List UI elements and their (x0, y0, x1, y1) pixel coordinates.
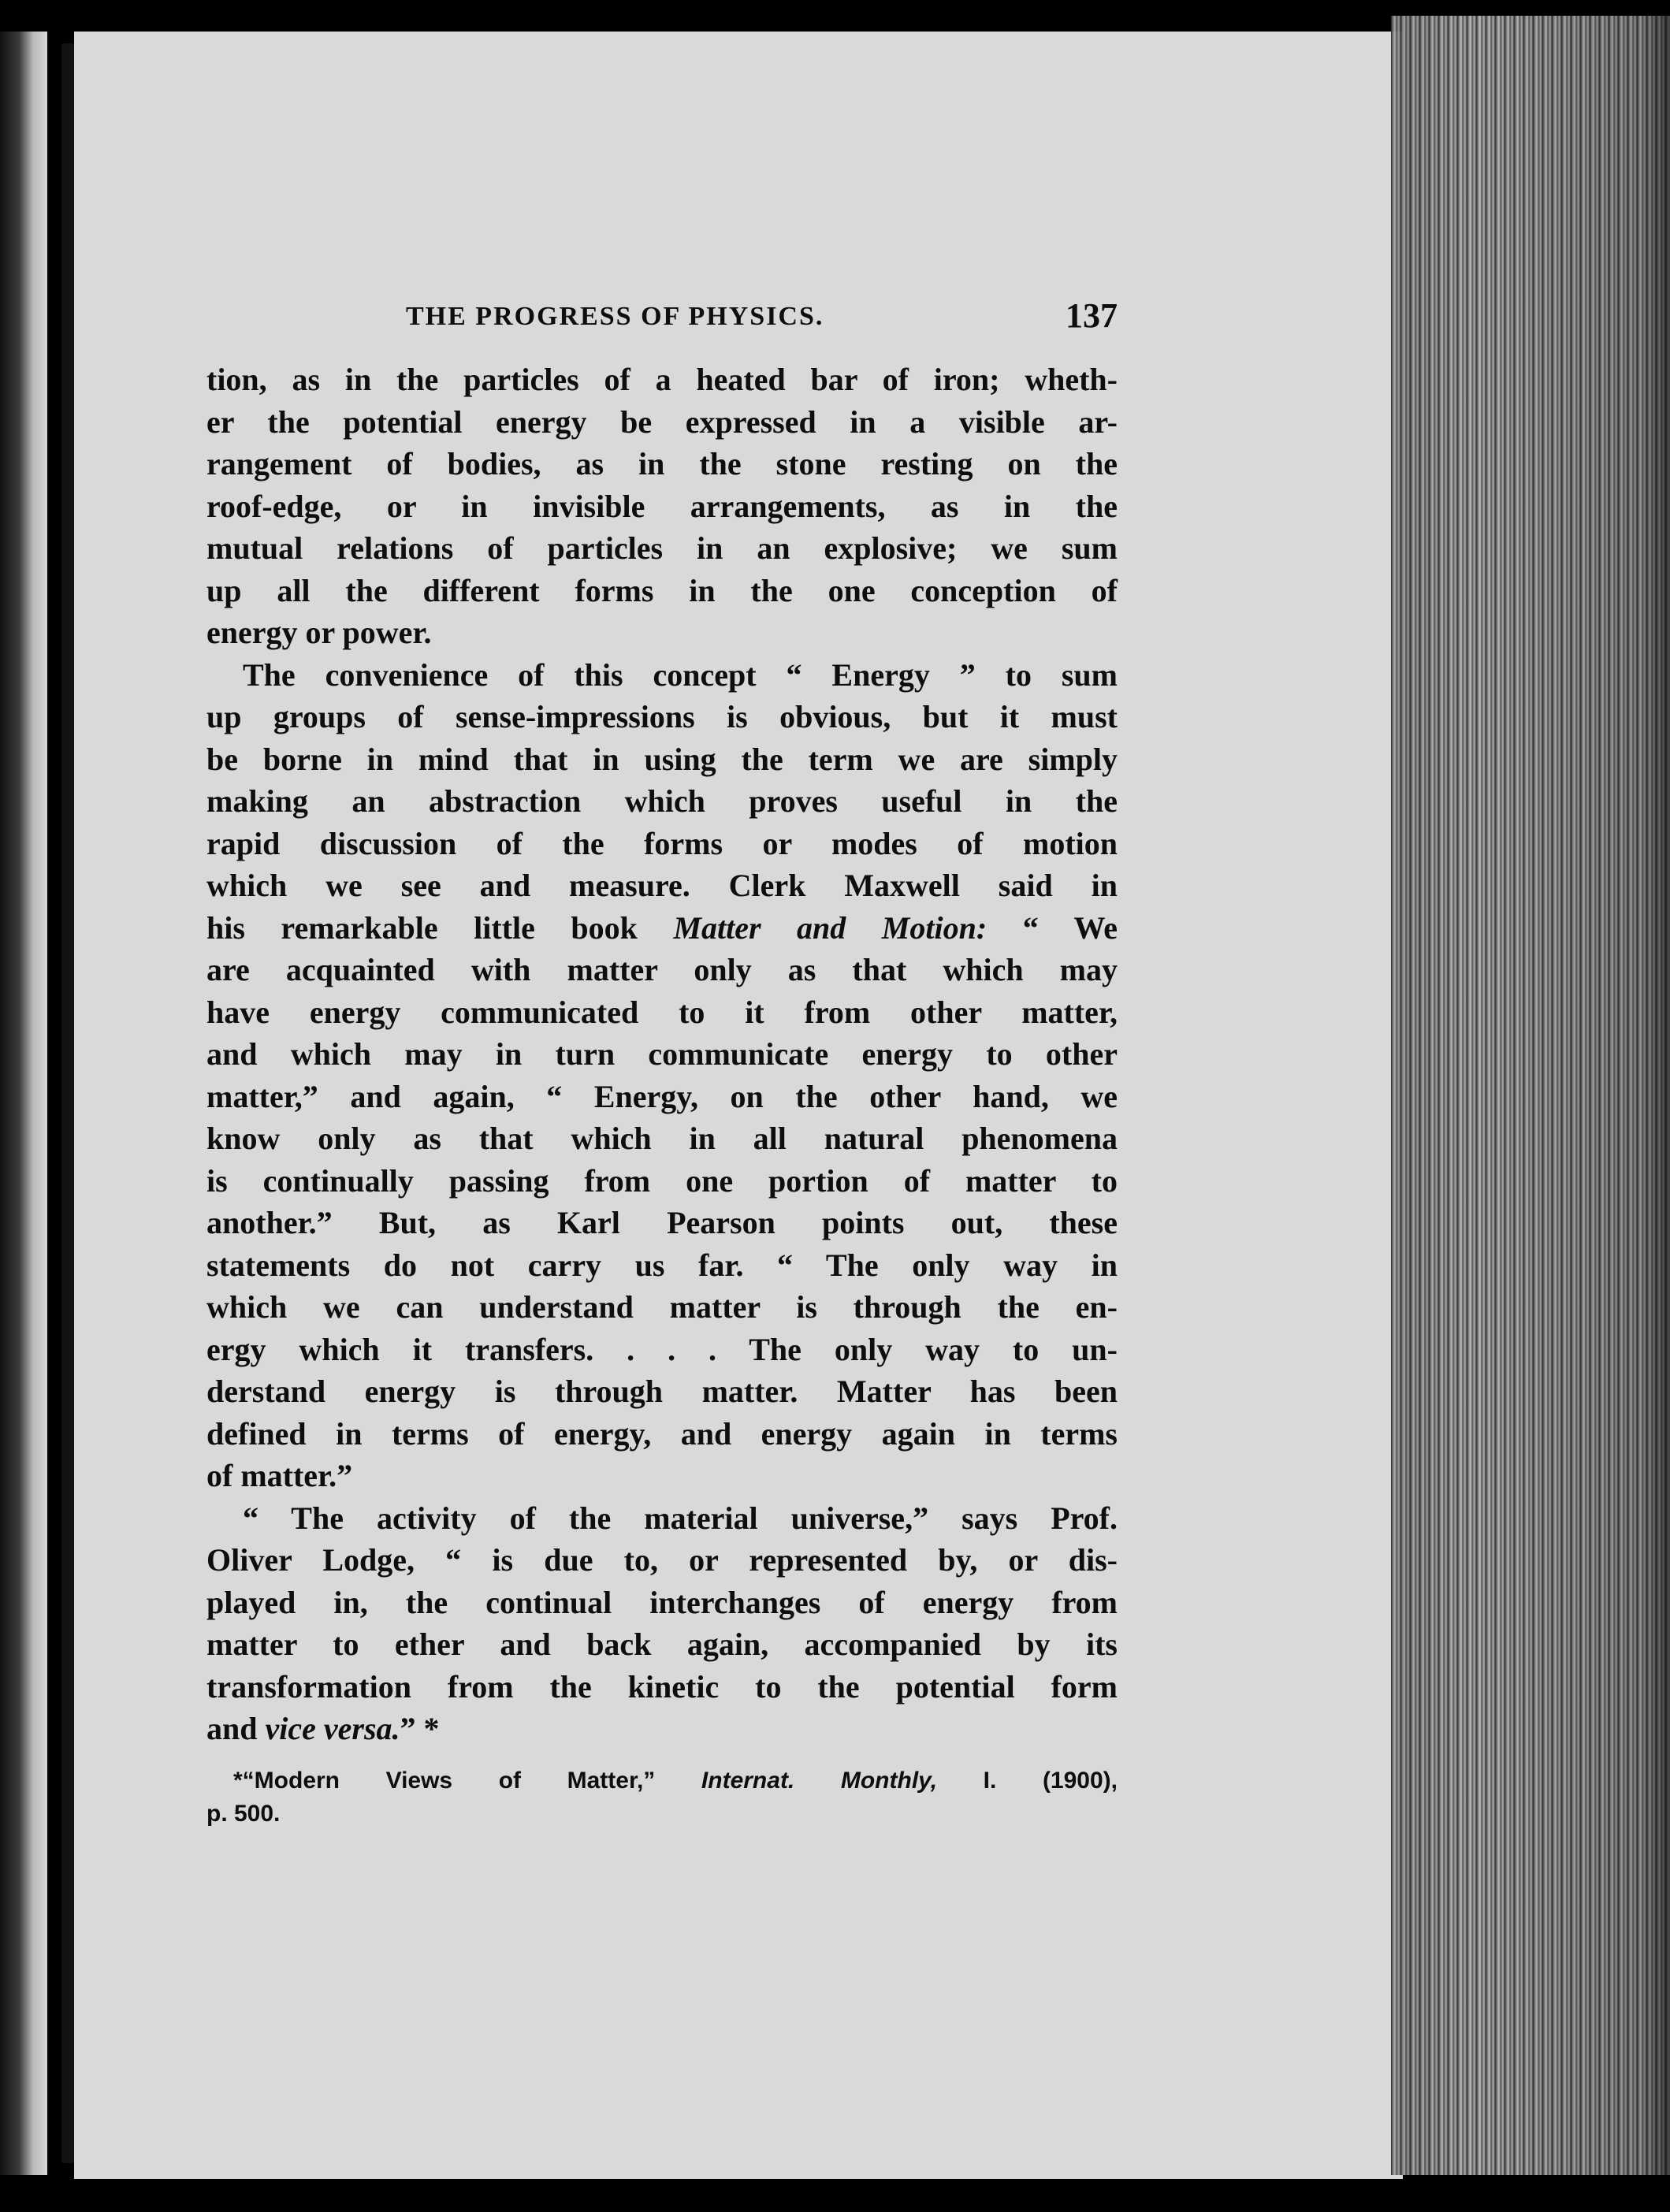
footnote (206, 1764, 1118, 1831)
fore-edge-shadow (1391, 16, 1670, 2175)
text-line: derstand energy is through matter. Matter has been (206, 1374, 1118, 1409)
text-line: energy or power. (206, 615, 432, 650)
scan-bottom-border (0, 2179, 1670, 2212)
footnote-journal: Internat. Monthly, (701, 1767, 938, 1794)
text-span: his remarkable little book (206, 909, 638, 946)
text-line: The convenience of this concept “ Energy ” to sum (243, 656, 1118, 693)
text-line: Oliver Lodge, “ is due to, or represented by, or dis- (206, 1542, 1118, 1578)
footnote-volume: I. (1900), (983, 1767, 1118, 1794)
text-line: tion, as in the particles of a heated bar of iron; wheth- (206, 362, 1118, 397)
text-line: roof-edge, or in invisible arrangements, as in the (206, 488, 1118, 524)
running-head (206, 296, 1118, 359)
book-title-italic: Matter and Motion: (673, 909, 987, 946)
text-line: ergy which it transfers. . . . The only way to un- (206, 1331, 1118, 1367)
text-line: er the potential energy be expressed in a visible ar- (206, 403, 1118, 440)
spine-shadow (61, 43, 74, 2163)
footnote-reference: ” * (400, 1711, 440, 1746)
running-head-title: THE PROGRESS OF PHYSICS. (406, 302, 824, 331)
text-line: “ The activity of the material universe,” says Prof. (243, 1500, 1118, 1536)
text-line: are acquainted with matter only as that which may (206, 952, 1118, 987)
page-number: 137 (1066, 296, 1118, 335)
text-line: matter to ether and back again, accompanied by its (206, 1626, 1118, 1662)
footnote-title: *“Modern Views of Matter,” (233, 1767, 656, 1794)
text-line: making an abstraction which proves useful in the (206, 783, 1118, 819)
text-line: matter,” and again, “ Energy, on the other hand, we (206, 1078, 1118, 1114)
text-line: mutual relations of particles in an explosive; we sum (206, 530, 1118, 566)
text-line: up all the different forms in the one conception of (206, 572, 1118, 608)
page-text-block (206, 296, 1118, 1831)
text-line: know only as that which in all natural phenomena (206, 1121, 1118, 1156)
text-line-with-italic (206, 1708, 1118, 1750)
text-line: another.” But, as Karl Pearson points out, these (206, 1205, 1118, 1240)
text-line: of matter.” (206, 1458, 353, 1493)
text-line: and which may in turn communicate energy to other (206, 1036, 1118, 1072)
latin-phrase-italic: vice versa. (265, 1711, 400, 1746)
text-line: which we see and measure. Clerk Maxwell said in (206, 868, 1118, 903)
footnote-line (206, 1764, 1118, 1797)
footnote-page: p. 500. (206, 1800, 281, 1827)
body-text (206, 359, 1118, 1750)
text-line: be borne in mind that in using the term we are simply (206, 741, 1118, 777)
text-line: is continually passing from one portion of matter to (206, 1162, 1118, 1199)
text-span: “ We (1022, 909, 1118, 946)
text-line: which we can understand matter is through the en- (206, 1289, 1118, 1325)
text-line: transformation from the kinetic to the potential form (206, 1668, 1118, 1705)
left-page-edge (0, 32, 47, 2175)
text-line: up groups of sense-impressions is obvious, but it must (206, 699, 1118, 734)
text-line: have energy communicated to it from other matter, (206, 994, 1118, 1030)
text-line: rangement of bodies, as in the stone resting on the (206, 446, 1118, 481)
text-span: and (206, 1711, 258, 1746)
text-line-with-title (206, 907, 1118, 950)
text-line: statements do not carry us far. “ The only way in (206, 1247, 1118, 1283)
text-line: played in, the continual interchanges of energy from (206, 1584, 1118, 1620)
text-line: rapid discussion of the forms or modes of motion (206, 825, 1118, 861)
text-line: defined in terms of energy, and energy again in terms (206, 1415, 1118, 1452)
